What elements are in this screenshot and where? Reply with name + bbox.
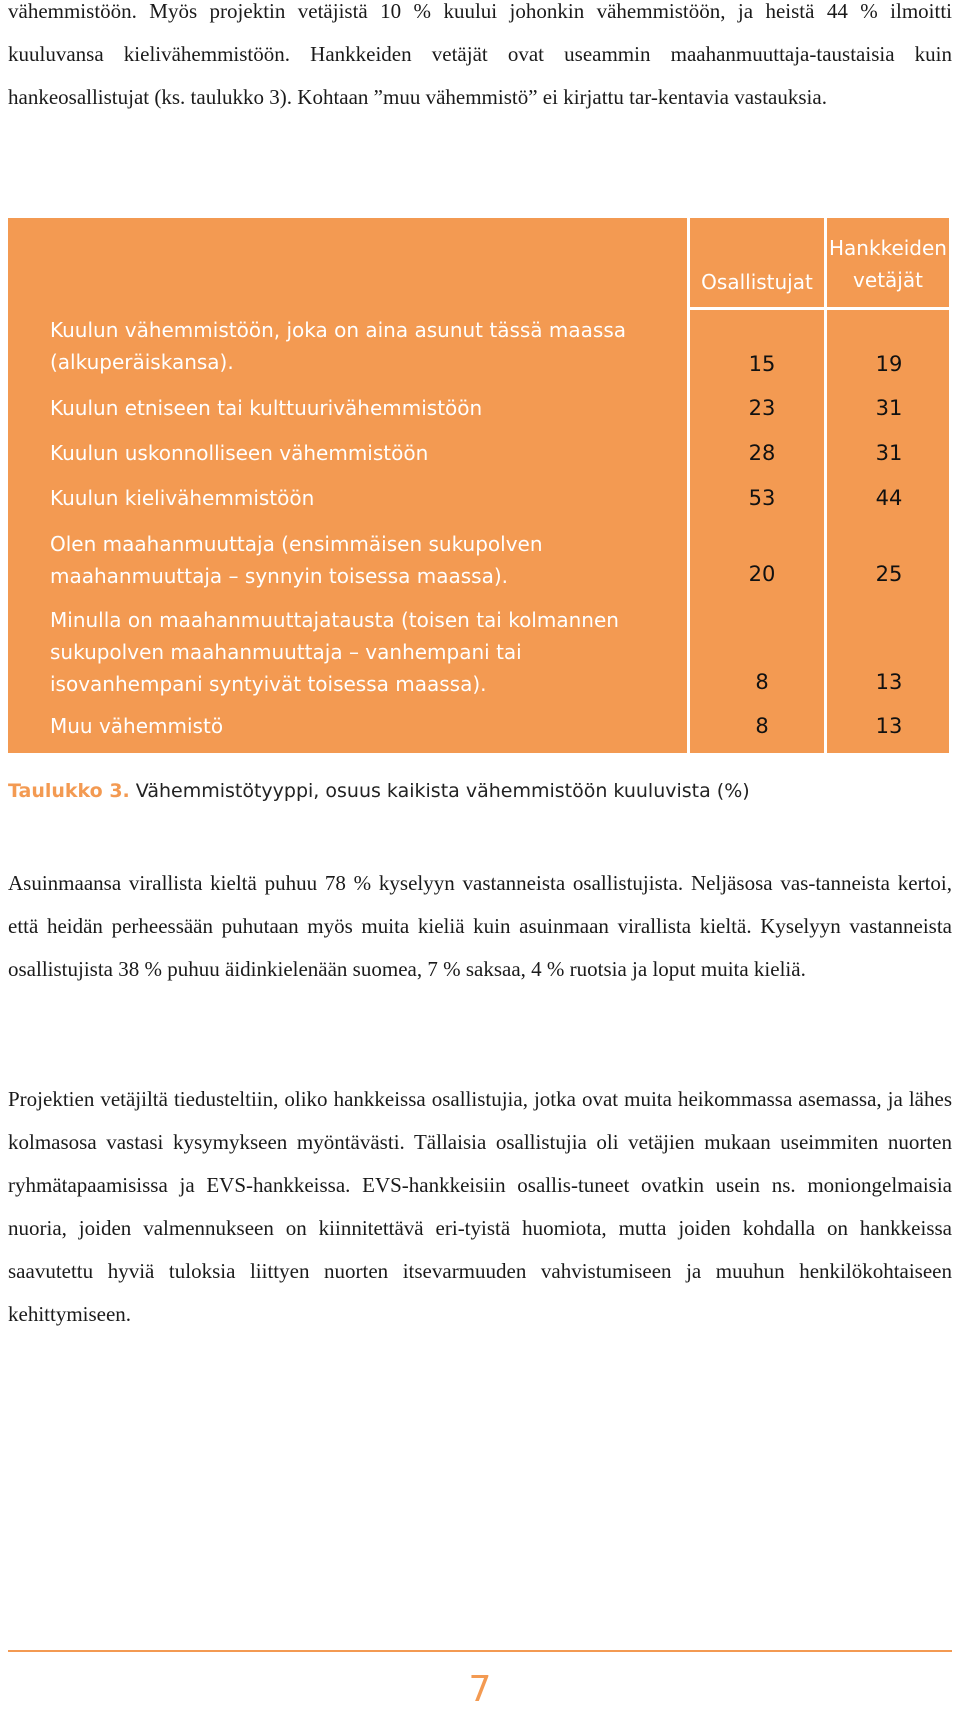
paragraph-languages: Asuinmaansa virallista kieltä puhuu 78 % kyselyyn vastanneista osallistujista. Neljäsosa vas-tanneista kertoi, että heidän perheessään puhutaan myös muita kieliä kuin asuinmaan virallista kieltä. Kyselyyn vastanneista osallistujista 38 % puhuu äidinkielenään suomea, 7 % saksaa, 4 % ruotsia ja loput muita kieliä. — [8, 871, 952, 981]
table-cell-vetajat: 31 — [875, 396, 903, 420]
table-cell-vetajat: 19 — [875, 352, 903, 376]
table-cell-osallistujat: 20 — [748, 562, 776, 586]
table-divider-horizontal — [8, 753, 952, 756]
table-header-vetajat: Hankkeiden vetäjät — [829, 236, 947, 292]
paragraph-disadvantaged: Projektien vetäjiltä tiedusteltiin, oliko hankkeissa osallistujia, jotka ovat muita heikommassa asemassa, ja lähes kolmasosa vastasi kysymykseen myöntävästi. Tällaisia osallistujia oli vetäjien mukaan useimmiten nuorten ryhmätapaamisissa ja EVS-hankkeissa. EVS-hankkeisiin osallis-tuneet ovatkin usein ns. moniongelmaisia nuoria, joiden valmennukseen on kiinnitettävä eri-tyistä huomiota, mutta joiden kohdalla on hankkeissa saavutettu hyviä tuloksia liittyen nuorten itsevarmuuden vahvistumiseen ja muuhun henkilökohtaiseen kehittymiseen. — [8, 1087, 952, 1326]
table-row-label: Minulla on maahanmuuttajatausta (toisen tai kolmannen sukupolven maahanmuuttaja – vanhempani tai isovanhempani syntyivät toisessa maassa). — [50, 608, 619, 696]
table-cell-osallistujat: 23 — [748, 396, 776, 420]
table-caption-label: Taulukko 3. — [8, 780, 130, 802]
page-number: 7 — [468, 1669, 492, 1710]
table-caption-text: Vähemmistötyyppi, osuus kaikista vähemmistöön kuuluvista (%) — [129, 780, 750, 802]
table-divider-horizontal — [687, 307, 952, 310]
table-cell-osallistujat: 8 — [755, 670, 769, 694]
table-row-label: Kuulun kielivähemmistöön — [50, 486, 315, 510]
table-cell-osallistujat: 28 — [748, 441, 776, 465]
table-cell-osallistujat: 8 — [755, 714, 769, 738]
table-cell-vetajat: 44 — [875, 486, 903, 510]
paragraph-intro: vähemmistöön. Myös projektin vetäjistä 10 % kuului johonkin vähemmistöön, ja heistä 44 % ilmoitti kuuluvansa kielivähemmistöön. Hankkeiden vetäjät ovat useammin maahanmuuttaja-taustaisia kuin hankeosallistujat (ks. taulukko 3). Kohtaan ”muu vähemmistö” ei kirjattu tar-kentavia vastauksia. — [8, 0, 952, 109]
footer-divider — [8, 1650, 952, 1652]
table-row-label: Muu vähemmistö — [50, 714, 224, 738]
table-header-osallistujat: Osallistujat — [701, 270, 813, 294]
table-row-label: Kuulun uskonnolliseen vähemmistöön — [50, 441, 429, 465]
table-cell-vetajat: 13 — [875, 714, 903, 738]
minority-table — [8, 218, 952, 756]
table-cell-osallistujat: 53 — [748, 486, 776, 510]
table-cell-osallistujat: 15 — [748, 352, 776, 376]
table-cell-vetajat: 31 — [875, 441, 903, 465]
table-divider-vertical — [687, 218, 690, 756]
table-caption — [8, 780, 750, 802]
table-row-label: Kuulun vähemmistöön, joka on aina asunut tässä maassa (alkuperäiskansa). — [50, 318, 627, 374]
table-cell-vetajat: 25 — [875, 562, 903, 586]
table-cell-vetajat: 13 — [875, 670, 903, 694]
table-row-label: Kuulun etniseen tai kulttuurivähemmistöön — [50, 396, 483, 420]
table-row-label: Olen maahanmuuttaja (ensimmäisen sukupolven maahanmuuttaja – synnyin toisessa maassa). — [50, 532, 543, 588]
